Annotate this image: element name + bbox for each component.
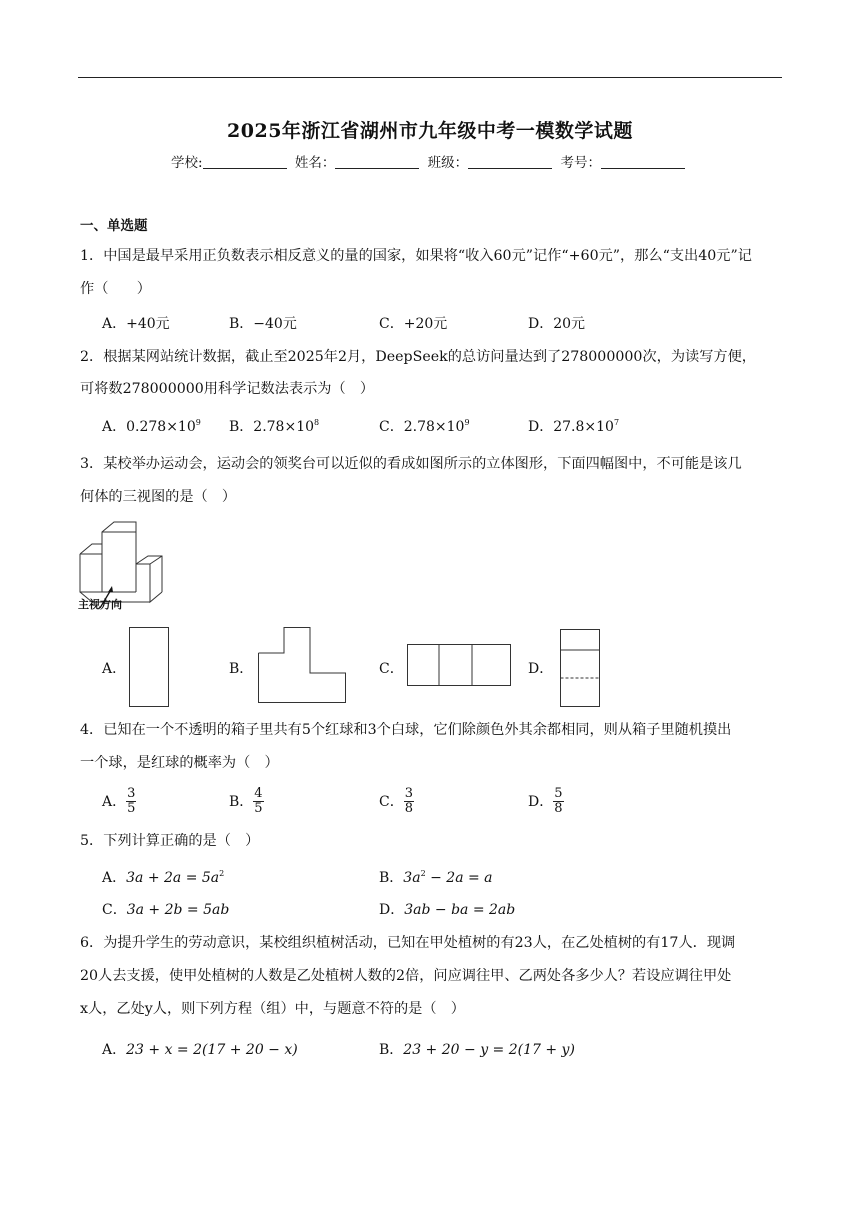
q5-text-line1: 5．下列计算正确的是（ ） <box>80 833 260 849</box>
q4-text-line2: 一个球，是红球的概率为（ ） <box>80 755 279 771</box>
q4-option-a[interactable]: A． $\frac{3}{5}$ <box>102 786 136 817</box>
q5-option-c[interactable]: C．3a + 2b = 5ab <box>102 902 230 918</box>
q5-option-b[interactable]: B．$3a^2 - 2a = a$ <box>379 869 493 886</box>
q1-text-line2: 作（ ） <box>80 281 151 297</box>
q6-text-line1: 6．为提升学生的劳动意识，某校组织植树活动，已知在甲处植树的有23人，在乙处植树的有17人．现调 <box>80 935 736 951</box>
q6-option-a[interactable]: A．23 + x = 2(17 + 20 − x) <box>102 1042 298 1058</box>
name-label: 姓名： <box>294 155 336 171</box>
q2-text-line1: 2．根据某网站统计数据，截止至2025年2月，DeepSeek的总访问量达到了278000000次，为读写方便， <box>80 349 756 365</box>
view-direction-caption: 主视方向 <box>78 598 122 611</box>
q2-option-a[interactable]: A．$0.278\times 10^9$ <box>102 418 201 435</box>
q6-option-b[interactable]: B．23 + 20 − y = 2(17 + y) <box>379 1042 575 1058</box>
q5-option-d[interactable]: D．3ab − ba = 2ab <box>379 902 516 918</box>
student-info-line <box>0 151 860 171</box>
page-title: 2025年浙江省湖州市九年级中考一模数学试题 <box>227 120 633 142</box>
q3-text-line2: 何体的三视图的是（ ） <box>80 489 237 505</box>
q1-option-d[interactable]: D．20元 <box>528 316 586 332</box>
q3-option-b[interactable]: B． <box>229 661 254 677</box>
q3-option-d-view[interactable] <box>560 629 600 707</box>
q4-text-line1: 4．已知在一个不透明的箱子里共有5个红球和3个白球，它们除颜色外其余都相同，则从箱子里随机摸出 <box>80 722 732 738</box>
q2-option-d[interactable]: D．$27.8\times 10^7$ <box>528 418 620 435</box>
name-blank[interactable] <box>335 156 419 169</box>
q1-option-c[interactable]: C．+20元 <box>379 316 448 332</box>
q1-option-b[interactable]: B．−40元 <box>229 316 297 332</box>
school-label: 学校: <box>171 155 203 171</box>
q3-option-a-view[interactable] <box>129 627 169 707</box>
q4-option-d[interactable]: D． $\frac{5}{8}$ <box>528 786 563 817</box>
q3-text-line1: 3．某校举办运动会，运动会的领奖台可以近似的看成如图所示的立体图形，下面四幅图中，不可能是该几 <box>80 456 742 472</box>
q5-option-a[interactable]: A．$3a + 2a = 5a^2$ <box>102 869 225 886</box>
q4-option-b[interactable]: B． $\frac{4}{5}$ <box>229 786 263 817</box>
q6-text-line2: 20人去支援，使甲处植树的人数是乙处植树人数的2倍，问应调往甲、乙两处各多少人？若设应调往甲处 <box>80 968 732 984</box>
q1-option-a[interactable]: A．+40元 <box>102 316 170 332</box>
q2-option-b[interactable]: B．$2.78\times 10^8$ <box>229 418 320 435</box>
q2-option-c[interactable]: C．$2.78\times 10^9$ <box>379 418 470 435</box>
q3-option-b-view[interactable] <box>258 627 346 703</box>
q2-text-line2: 可将数278000000用科学记数法表示为（ ） <box>80 381 375 397</box>
q3-option-d[interactable]: D． <box>528 661 554 677</box>
school-blank[interactable] <box>203 156 287 169</box>
class-label: 班级： <box>427 155 469 171</box>
q3-option-c[interactable]: C． <box>379 661 404 677</box>
q4-option-c[interactable]: C． $\frac{3}{8}$ <box>379 786 413 817</box>
q3-option-a[interactable]: A． <box>102 661 127 677</box>
header-rule <box>78 77 782 78</box>
exam-number-label: 考号： <box>560 155 601 171</box>
q6-text-line3: x人，乙处y人，则下列方程（组）中，与题意不符的是（ ） <box>80 1001 465 1017</box>
class-blank[interactable] <box>468 156 552 169</box>
q1-text-line1: 1．中国是最早采用正负数表示相反意义的量的国家，如果将“收入60元”记作“+60元”，那么“支出40元”记 <box>80 248 752 264</box>
section-heading: 一、单选题 <box>80 218 148 234</box>
q3-option-c-view[interactable] <box>407 644 511 686</box>
exam-number-blank[interactable] <box>601 156 685 169</box>
